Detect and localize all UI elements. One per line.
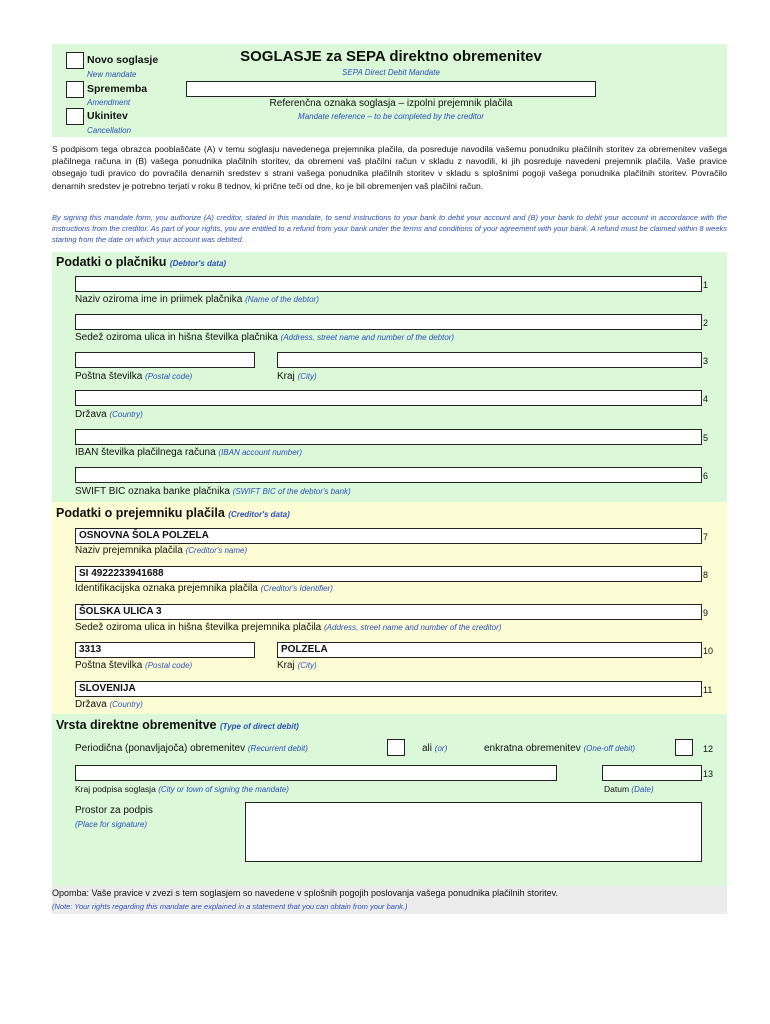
footer-note-en: (Note: Your rights regarding this mandate are explained in a statement that you can obtain from your bank.)	[52, 902, 408, 911]
new-mandate-sublabel: New mandate	[87, 70, 137, 79]
recurrent-debit-label: Periodična (ponavljajoča) obremenitev (Recurrent debit)	[75, 743, 308, 754]
field-number: 9	[703, 608, 709, 618]
signing-place-label: Kraj podpisa soglasja (City or town of signing the mandate)	[75, 784, 289, 794]
creditor-address-label: Sedež oziroma ulica in hišna številka prejemnika plačila (Address, street name and number of the creditor)	[75, 622, 502, 633]
debtor-section-title	[56, 255, 226, 269]
debtor-address-label: Sedež oziroma ulica in hišna številka plačnika (Address, street name and number of the debtor)	[75, 332, 455, 343]
debtor-postal-input[interactable]	[75, 352, 255, 368]
creditor-country-label: Država (Country)	[75, 699, 143, 710]
creditor-id-input[interactable]: SI 4922233941688	[75, 566, 702, 582]
creditor-id-label: Identifikacijska oznaka prejemnika plačila (Creditor's Identifier)	[75, 583, 333, 594]
cancellation-sublabel: Cancellation	[87, 126, 132, 135]
field-number: 5	[703, 433, 709, 443]
field-number: 8	[703, 570, 709, 580]
debtor-postal-label: Poštna številka (Postal code)	[75, 371, 193, 382]
new-mandate-checkbox[interactable]	[66, 52, 84, 69]
field-number: 4	[703, 394, 709, 404]
form-title: SOGLASJE za SEPA direktno obremenitev	[240, 48, 542, 65]
field-number: 7	[703, 532, 709, 542]
creditor-address-input[interactable]: ŠOLSKA ULICA 3	[75, 604, 702, 620]
field-number: 2	[703, 318, 709, 328]
signing-place-input[interactable]	[75, 765, 557, 781]
field-number: 13	[703, 769, 714, 779]
creditor-title-en: (Creditor's data)	[228, 510, 290, 519]
signing-date-input[interactable]	[602, 765, 702, 781]
creditor-postal-input[interactable]: 3313	[75, 642, 255, 658]
debit-type-title-text: Vrsta direktne obremenitve	[56, 718, 217, 732]
debtor-city-label: Kraj (City)	[277, 371, 317, 382]
debtor-name-input[interactable]	[75, 276, 702, 292]
field-number: 3	[703, 356, 709, 366]
debtor-country-input[interactable]	[75, 390, 702, 406]
amendment-checkbox[interactable]	[66, 81, 84, 98]
debtor-city-input[interactable]	[277, 352, 702, 368]
amendment-label: Sprememba	[87, 83, 148, 95]
debtor-name-label: Naziv oziroma ime in priimek plačnika (Name of the debtor)	[75, 294, 319, 305]
field-number: 12	[703, 744, 714, 754]
oneoff-debit-checkbox[interactable]	[675, 739, 693, 756]
signature-label: Prostor za podpis	[75, 805, 153, 816]
field-number: 11	[703, 685, 713, 695]
mandate-reference-label-en: Mandate reference – to be completed by the creditor	[298, 112, 484, 121]
recurrent-debit-checkbox[interactable]	[387, 739, 405, 756]
field-number: 6	[703, 471, 709, 481]
cancellation-label: Ukinitev	[87, 110, 128, 122]
signing-date-label: Datum (Date)	[604, 784, 654, 794]
or-label: ali (or)	[422, 743, 448, 754]
debtor-title-text: Podatki o plačniku	[56, 255, 167, 269]
creditor-section-title	[56, 506, 290, 520]
amendment-sublabel: Amendment	[87, 98, 131, 107]
mandate-reference-input[interactable]	[186, 81, 596, 97]
new-mandate-label: Novo soglasje	[87, 54, 159, 66]
cancellation-checkbox[interactable]	[66, 108, 84, 125]
creditor-postal-label: Poštna številka (Postal code)	[75, 660, 193, 671]
debtor-country-label: Država (Country)	[75, 409, 143, 420]
debit-type-title-en: (Type of direct debit)	[219, 722, 299, 731]
oneoff-debit-label: enkratna obremenitev (One-off debit)	[484, 743, 636, 754]
creditor-title-text: Podatki o prejemniku plačila	[56, 506, 225, 520]
signature-label-en: (Place for signature)	[75, 820, 148, 829]
footer-note-sl: Opomba: Vaše pravice v zvezi s tem soglasjem so navedene v splošnih pogojih poslovanja vašega ponudnika plačilnih storitev.	[52, 888, 558, 898]
creditor-name-input[interactable]: OSNOVNA ŠOLA POLZELA	[75, 528, 702, 544]
debit-type-section-title	[56, 718, 299, 732]
debtor-swift-input[interactable]	[75, 467, 702, 483]
debtor-address-input[interactable]	[75, 314, 702, 330]
form-title-en: SEPA Direct Debit Mandate	[342, 68, 440, 77]
creditor-city-input[interactable]: POLZELA	[277, 642, 702, 658]
creditor-name-label: Naziv prejemnika plačila (Creditor's name)	[75, 545, 248, 556]
signature-area[interactable]	[245, 802, 702, 862]
field-number: 10	[703, 646, 714, 656]
intro-text-sl: S podpisom tega obrazca pooblaščate (A) v temu soglasju navedenega prejemnika plačila, da posreduje navodila vašemu ponudniku plačilnih storitev za obremenitev vašega plačilnega računa in (B) vašega ponudnika plačilnih storitev, da obremeni vaš plačilni račun v skladu z navodili, ki jih posreduje navedeni prejemnik plačila. Vaše pravice obsegajo tudi pravico do povračila denarnih sredstev s strani vašega ponudnika plačilnih storitev v skladu s splošnimi pogoji vašega ponudnika plačilnih storitev. Povračilo denarnih sredstev je potrebno terjati v roku 8 tednov, ki prične teči od dne, ko je bil obremenjen vaš plačilni račun.	[52, 144, 727, 191]
debtor-iban-label: IBAN številka plačilnega računa (IBAN account number)	[75, 447, 303, 458]
creditor-city-label: Kraj (City)	[277, 660, 317, 671]
intro-text-en: By signing this mandate form, you authorize (A) creditor, stated in this mandate, to send instructions to your bank to debit your account and (B) your bank to debit your account in accordance with the instructions from the creditor. As part of your rights, you are entitled to a refund from your bank under the terms and conditions of your agreement with your bank. A refund must be claimed within 8 weeks starting from the date on which your account was debited.	[52, 213, 727, 244]
mandate-reference-label: Referenčna oznaka soglasja – izpolni prejemnik plačila	[269, 98, 513, 109]
debtor-title-en: (Debtor's data)	[169, 259, 227, 268]
creditor-country-input[interactable]: SLOVENIJA	[75, 681, 702, 697]
debtor-swift-label: SWIFT BIC oznaka banke plačnika (SWIFT BIC of the debtor's bank)	[75, 486, 351, 497]
field-number: 1	[703, 280, 709, 290]
debtor-iban-input[interactable]	[75, 429, 702, 445]
